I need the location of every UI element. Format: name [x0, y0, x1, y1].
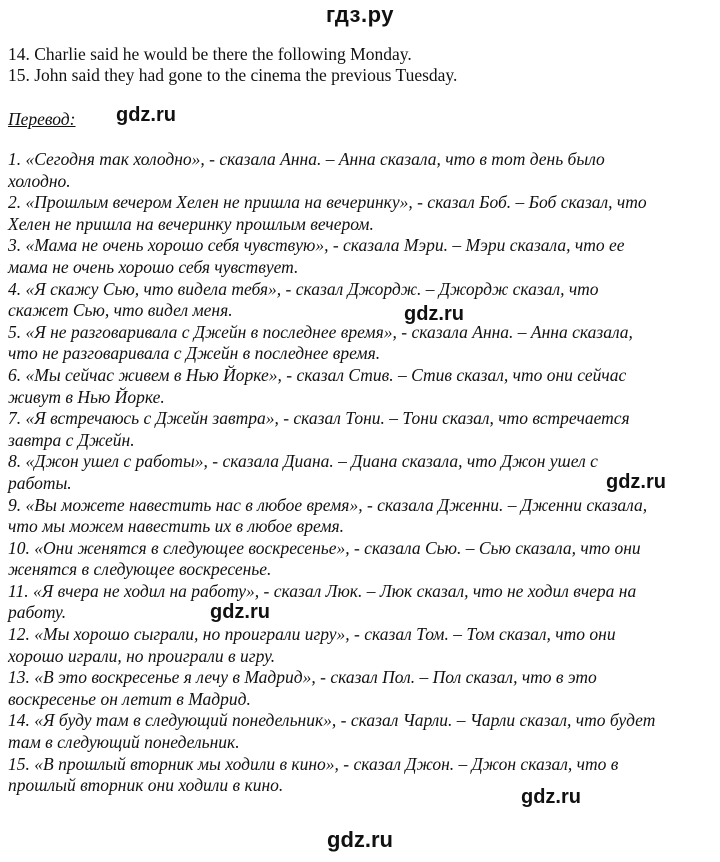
- english-line: 14. Charlie said he would be there the following Monday.: [8, 44, 412, 64]
- translation-line: что мы можем навестить их в любое время.: [8, 516, 345, 537]
- translation-line: 12. «Мы хорошо сыграли, но проиграли игру», - сказал Том. – Том сказал, что они: [8, 624, 616, 645]
- translation-line: 2. «Прошлым вечером Хелен не пришла на вечеринку», - сказал Боб. – Боб сказал, что: [8, 192, 647, 213]
- translation-line: женятся в следующее воскресенье.: [8, 559, 272, 580]
- translation-line: что не разговаривала с Джейн в последнее время.: [8, 343, 381, 364]
- watermark: gdz.ru: [606, 471, 666, 493]
- translation-line: Хелен не пришла на вечеринку прошлым вечером.: [8, 213, 374, 234]
- translation-line: 10. «Они женятся в следующее воскресенье», - сказала Сью. – Сью сказала, что они: [8, 537, 641, 558]
- translation-line: 8. «Джон ушел с работы», - сказала Диана. – Диана сказала, что Джон ушел с: [8, 451, 598, 472]
- translation-line: там в следующий понедельник.: [8, 732, 240, 753]
- translation-line: 14. «Я буду там в следующий понедельник», - сказал Чарли. – Чарли сказал, что будет: [8, 710, 656, 731]
- translation-line: живут в Нью Йорке.: [8, 386, 165, 407]
- english-sentences: [8, 44, 457, 86]
- translation-line: работы.: [8, 472, 72, 493]
- translation-line: воскресенье он летит в Мадрид.: [8, 688, 251, 709]
- translation-line: 3. «Мама не очень хорошо себя чувствую», - сказала Мэри. – Мэри сказала, что ее: [8, 235, 625, 256]
- translation-line: 11. «Я вчера не ходил на работу», - сказал Люк. – Люк сказал, что не ходил вчера на: [8, 580, 637, 601]
- translation-line: прошлый вторник они ходили в кино.: [8, 775, 284, 796]
- watermark: gdz.ru: [404, 303, 464, 325]
- translation-line: завтра с Джейн.: [8, 429, 135, 450]
- english-line: 15. John said they had gone to the cinema the previous Tuesday.: [8, 65, 458, 85]
- translation-line: холодно.: [8, 170, 71, 191]
- translation-line: 6. «Мы сейчас живем в Нью Йорке», - сказал Стив. – Стив сказал, что они сейчас: [8, 364, 627, 385]
- translation-line: хорошо играли, но проиграли в игру.: [8, 645, 276, 666]
- site-header: гдз.ру: [326, 2, 394, 27]
- translation-line: работу.: [8, 602, 67, 623]
- translation-line: скажет Сью, что видел меня.: [8, 300, 233, 321]
- translation-label: Перевод:: [8, 109, 76, 129]
- translation-line: 1. «Сегодня так холодно», - сказала Анна. – Анна сказала, что в тот день было: [8, 149, 605, 169]
- translation-line: 15. «В прошлый вторник мы ходили в кино», - сказал Джон. – Джон сказал, что в: [8, 753, 619, 774]
- translation-line: мама не очень хорошо себя чувствует.: [8, 256, 299, 277]
- translation-line: 7. «Я встречаюсь с Джейн завтра», - сказал Тони. – Тони сказал, что встречается: [8, 408, 630, 429]
- watermark: gdz.ru: [116, 104, 176, 126]
- translation-line: 13. «В это воскресенье я лечу в Мадрид», - сказал Пол. – Пол сказал, что в это: [8, 667, 597, 688]
- translation-line: 5. «Я не разговаривала с Джейн в последнее время», - сказала Анна. – Анна сказала,: [8, 321, 633, 342]
- translation-line: 9. «Вы можете навестить нас в любое время», - сказала Дженни. – Дженни сказала,: [8, 494, 648, 515]
- watermark: gdz.ru: [521, 786, 581, 808]
- watermark-footer: gdz.ru: [327, 827, 393, 852]
- translation-line: 4. «Я скажу Сью, что видела тебя», - сказал Джордж. – Джордж сказал, что: [8, 278, 599, 299]
- watermark: gdz.ru: [210, 601, 270, 623]
